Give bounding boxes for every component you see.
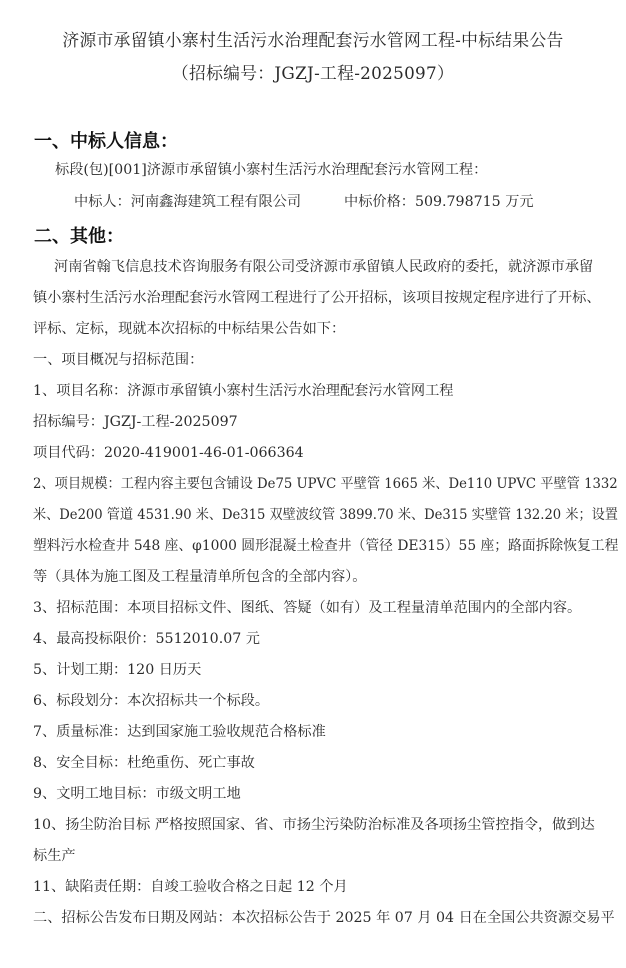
winner-line: 中标人：河南鑫海建筑工程有限公司 [74, 194, 302, 210]
body-line: 3、招标范围：本项目招标文件、图纸、答疑（如有）及工程量清单范围内的全部内容。 [33, 600, 582, 616]
body-line: 河南省翰飞信息技术咨询服务有限公司受济源市承留镇人民政府的委托，就济源市承留 [54, 259, 594, 275]
body-line: 米、De200 管道 4531.90 米、De315 双壁波纹管 3899.70 米、De315 实壁管 132.20 米；设置 [33, 507, 618, 523]
body-line: 塑料污水检查井 548 座、φ1000 圆形混凝土检查井（管径 DE315）55 座；路面拆除恢复工程 [33, 538, 619, 554]
body-line: 一、项目概况与招标范围： [33, 352, 204, 368]
body-line: 2、项目规模：工程内容主要包含铺设 De75 UPVC 平壁管 1665 米、De110 UPVC 平壁管 1332 [33, 476, 618, 492]
document-title: 济源市承留镇小寨村生活污水治理配套污水管网工程-中标结果公告 [62, 31, 564, 51]
body-line: 评标、定标，现就本次招标的中标结果公告如下： [33, 321, 346, 337]
body-line: 5、计划工期：120 日历天 [33, 662, 202, 678]
section-heading-winner-info: 一、中标人信息： [34, 131, 178, 152]
body-line: 4、最高投标限价：5512010.07 元 [33, 631, 260, 647]
body-line: 镇小寨村生活污水治理配套污水管网工程进行了公开招标，该项目按规定程序进行了开标、 [33, 290, 601, 306]
section-heading-other: 二、其他： [34, 226, 124, 247]
body-line: 标生产 [33, 848, 76, 864]
body-line: 6、标段划分：本次招标共一个标段。 [33, 693, 270, 709]
body-line: 1、项目名称：济源市承留镇小寨村生活污水治理配套污水管网工程 [33, 383, 454, 399]
body-line: 二、招标公告发布日期及网站：本次招标公告于 2025 年 07 月 04 日在全国公共资源交易平 [33, 910, 615, 926]
tender-number-subtitle: （招标编号：JGZJ-工程-2025097） [171, 64, 455, 84]
body-line: 项目代码：2020-419001-46-01-066364 [33, 445, 304, 461]
body-line: 11、缺陷责任期：自竣工验收合格之日起 12 个月 [33, 879, 348, 895]
lot-line: 标段(包)[001]济源市承留镇小寨村生活污水治理配套污水管网工程： [55, 162, 488, 178]
winning-price: 中标价格：509.798715 万元 [344, 194, 534, 210]
body-line: 7、质量标准：达到国家施工验收规范合格标准 [33, 724, 326, 740]
body-line: 招标编号：JGZJ-工程-2025097 [33, 414, 238, 430]
body-line: 9、文明工地目标：市级文明工地 [33, 786, 241, 802]
body-line: 8、安全目标：杜绝重伤、死亡事故 [33, 755, 255, 771]
body-line: 等（具体为施工图及工程量清单所包含的全部内容）。 [33, 569, 367, 585]
body-line: 10、扬尘防治目标 严格按照国家、省、市扬尘污染防治标准及各项扬尘管控指令，做到达 [33, 817, 595, 833]
